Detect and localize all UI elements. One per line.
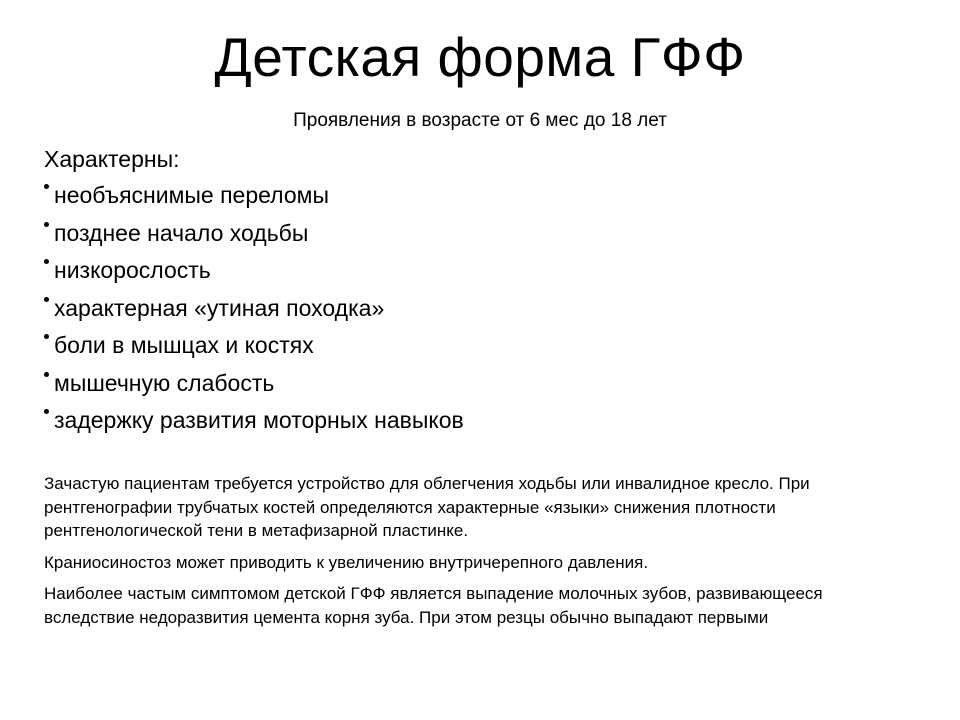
bullet-item: [44, 405, 464, 435]
bullet-text: характерная «утиная походка»: [54, 294, 385, 321]
slide-subtitle: Проявления в возрасте от 6 мес до 18 лет: [293, 110, 667, 131]
bullet-item: [44, 180, 464, 210]
bullet-text: боли в мышцах и костях: [54, 332, 314, 358]
bullet-item: [44, 218, 464, 248]
bullet-text: позднее начало ходьбы: [54, 219, 309, 246]
bullet-item: [44, 293, 464, 323]
bullet-text: мышечную слабость: [54, 369, 275, 396]
list-lead: Характерны:: [44, 146, 180, 172]
bullet-icon: [44, 222, 49, 227]
bullet-icon: [44, 259, 49, 264]
bullet-icon: [44, 184, 49, 189]
bullet-item: [44, 255, 464, 285]
bullet-icon: [44, 372, 49, 377]
paragraph: Зачастую пациентам требуется устройство для облегчения ходьбы или инвалидное кресло. При рентгенографии трубчатых костей определяются характерные «языки» снижения плотности рентгенологической тени в метафизарной пластинке.: [44, 474, 810, 540]
bullet-icon: [44, 297, 49, 302]
paragraph: Наиболее частым симптомом детской ГФФ является выпадение молочных зубов, развивающееся вследствие недоразвития цемента корня зуба. При этом резцы обычно выпадают первыми: [44, 584, 823, 627]
bullet-text: низкорослость: [54, 257, 211, 283]
bullet-text: необъяснимые переломы: [54, 182, 329, 208]
bullet-icon: [44, 334, 49, 339]
paragraph: Краниосиностоз может приводить к увеличению внутричерепного давления.: [44, 552, 649, 572]
bullet-icon: [44, 409, 49, 414]
bullet-text: задержку развития моторных навыков: [54, 407, 464, 433]
slide-title: Детская форма ГФФ: [214, 26, 746, 88]
bullet-list: [44, 180, 464, 443]
bullet-item: [44, 330, 464, 360]
notes-block: [44, 472, 904, 637]
bullet-item: [44, 368, 464, 398]
